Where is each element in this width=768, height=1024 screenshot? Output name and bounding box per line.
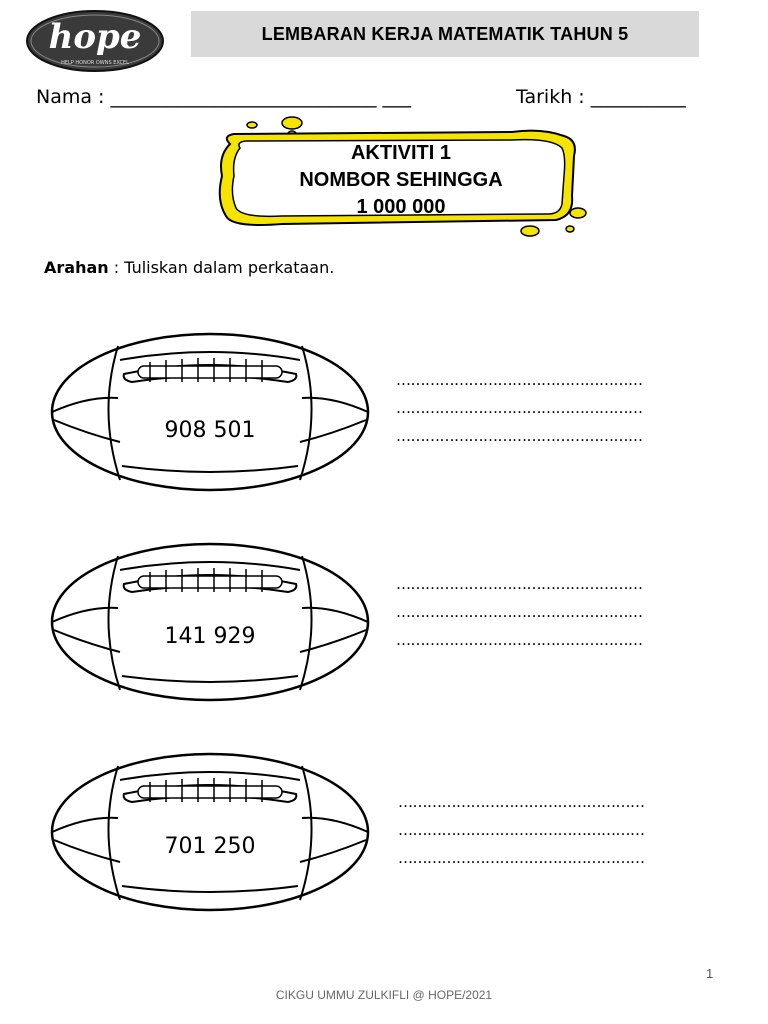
number-value: 701 250 bbox=[164, 834, 256, 859]
answer-lines[interactable] bbox=[398, 788, 645, 872]
answer-line[interactable]: …………………………………………… bbox=[398, 793, 645, 811]
nama-field[interactable]: Nama : ____________________________ ___ bbox=[36, 86, 412, 108]
answer-lines[interactable] bbox=[396, 570, 643, 654]
answer-lines[interactable] bbox=[396, 366, 643, 450]
student-fields bbox=[36, 86, 736, 114]
football-icon bbox=[48, 540, 372, 704]
tarikh-field[interactable]: Tarikh : __________ bbox=[516, 86, 686, 108]
question-item bbox=[0, 330, 768, 500]
hope-logo bbox=[24, 8, 166, 74]
svg-text:HELP HONOR OWNS EXCEL: HELP HONOR OWNS EXCEL bbox=[61, 60, 129, 66]
instruction-label: Arahan bbox=[44, 258, 109, 277]
answer-line[interactable]: …………………………………………… bbox=[396, 427, 643, 445]
football-icon bbox=[48, 330, 372, 494]
number-value: 908 501 bbox=[164, 418, 256, 443]
answer-line[interactable]: …………………………………………… bbox=[398, 849, 645, 867]
answer-line[interactable]: …………………………………………… bbox=[396, 603, 643, 621]
answer-line[interactable]: …………………………………………… bbox=[396, 575, 643, 593]
activity-line-1: AKTIVITI 1 bbox=[350, 142, 451, 164]
answer-line[interactable]: …………………………………………… bbox=[398, 821, 645, 839]
worksheet-title: LEMBARAN KERJA MATEMATIK TAHUN 5 bbox=[191, 11, 699, 57]
svg-text:hope: hope bbox=[48, 17, 142, 57]
answer-line[interactable]: …………………………………………… bbox=[396, 399, 643, 417]
football-icon bbox=[48, 750, 372, 914]
question-item bbox=[0, 750, 768, 920]
activity-title bbox=[236, 140, 566, 221]
question-item bbox=[0, 540, 768, 710]
answer-line[interactable]: …………………………………………… bbox=[396, 371, 643, 389]
page-number: 1 bbox=[706, 966, 714, 981]
instruction bbox=[44, 258, 334, 277]
activity-line-3: 1 000 000 bbox=[356, 196, 446, 218]
number-value: 141 929 bbox=[164, 624, 256, 649]
activity-line-2: NOMBOR SEHINGGA bbox=[299, 169, 503, 191]
answer-line[interactable]: …………………………………………… bbox=[396, 631, 643, 649]
instruction-text: : Tuliskan dalam perkataan. bbox=[108, 258, 335, 277]
footer-credit: CIKGU UMMU ZULKIFLI @ HOPE/2021 bbox=[275, 988, 493, 1002]
